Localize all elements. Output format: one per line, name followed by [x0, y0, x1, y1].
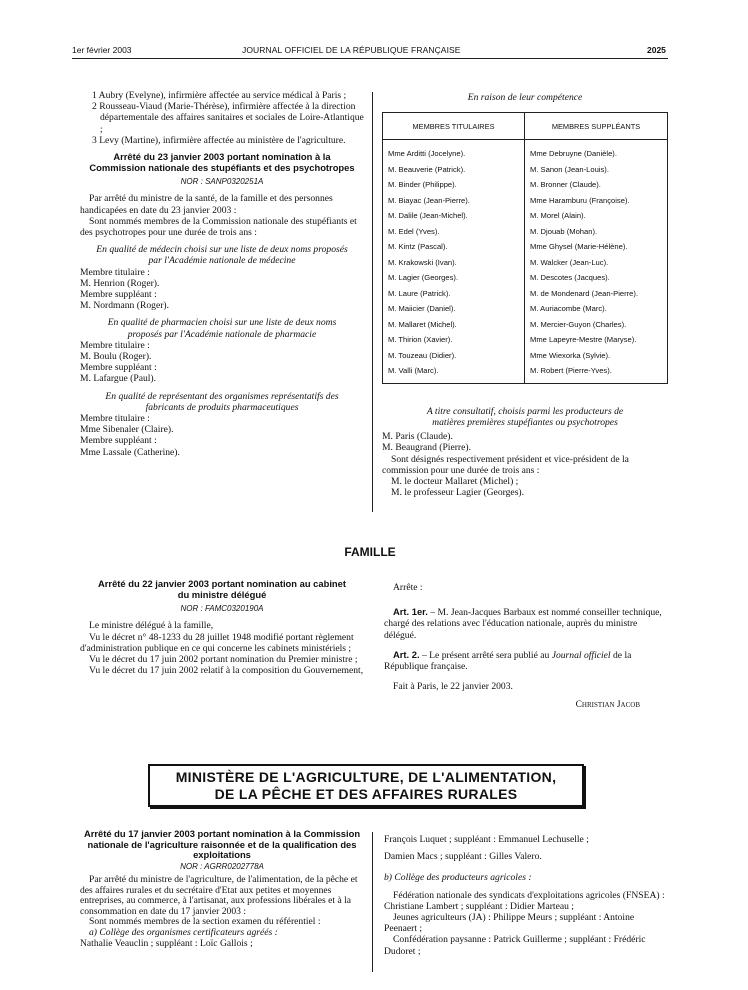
substitute-member-cell: Mme Wiexorka (Sylvie). — [525, 348, 668, 364]
substitute-member-cell: M. Auriacombe (Marc). — [525, 301, 668, 317]
decree-title: Arrêté du 23 janvier 2003 portant nomination à la Commission nationale des stupéfiants et des psychotropes — [89, 151, 355, 173]
titular-member-cell: M. Edel (Yves). — [383, 224, 525, 240]
member-line: M. Lafargue (Paul). — [80, 373, 157, 385]
ministere-right-column — [384, 834, 666, 957]
member-line: François Luquet ; suppléant : Emmanuel Lechuselle ; — [384, 834, 589, 845]
paragraph: Vu le décret du 17 juin 2002 relatif à la composition du Gouvernement, — [89, 665, 364, 677]
header-date: 1er février 2003 — [72, 45, 132, 55]
paragraph: Vu le décret du 17 juin 2002 portant nomination du Premier ministre ; — [89, 654, 358, 665]
list-item: 1 Aubry (Evelyne), infirmière affectée au service médical à Paris ; — [92, 90, 347, 101]
member-line: M. Beaugrand (Pierre). — [382, 442, 471, 454]
ministere-left-column — [80, 829, 364, 949]
subsection-heading: En qualité de représentant des organismes représentatifs des fabricants de produits pharmaceutiques — [105, 390, 339, 413]
table-row — [383, 224, 668, 240]
substitute-member-cell: M. de Mondenard (Jean-Pierre). — [525, 286, 668, 302]
list-item: Nathalie Veauclin ; suppléant : Loïc Gallois ; — [80, 937, 253, 949]
article-text: – M. Jean-Jacques Barbaux est nommé conseiller technique, chargé des relations avec l'éducation nationale, auprès du ministre délégué. — [384, 607, 662, 641]
member-line: Membre suppléant : — [80, 435, 157, 447]
titular-member-cell: M. Dalile (Jean-Michel). — [383, 208, 525, 224]
member-line: Membre titulaire : — [80, 339, 150, 351]
fait-line: Fait à Paris, le 22 janvier 2003. — [393, 681, 513, 693]
decree-title: Arrêté du 22 janvier 2003 portant nomination au cabinet du ministre délégué — [98, 578, 346, 600]
table-caption: En raison de leur compétence — [467, 92, 583, 103]
member-line: M. le docteur Mallaret (Michel) ; — [391, 475, 519, 487]
column-divider — [372, 832, 373, 972]
titular-member-cell: M. Valli (Marc). — [383, 363, 525, 383]
member-line: Membre suppléant : — [80, 289, 157, 301]
list-item: 3 Levy (Martine), infirmière affectée au ministère de l'agriculture. — [92, 134, 346, 146]
titular-member-cell: M. Beauverie (Patrick). — [383, 162, 525, 178]
paragraph: Sont désignés respectivement président et vice-président de la commission pour une durée de trois ans : — [382, 453, 629, 476]
decree-title: Arrêté du 17 janvier 2003 portant nomination à la Commission nationale de l'agriculture raisonnée et de la qualification des exploitations — [83, 828, 361, 861]
substitute-member-cell: M. Morel (Alain). — [525, 208, 668, 224]
list-item: 2 Rousseau-Viaud (Marie-Thérèse), infirmière affectée à la direction départementale des affaires sanitaires et sociales de Loire-Atlantique ; — [92, 101, 364, 135]
article-label: Art. 2. — [393, 648, 420, 660]
table-row — [383, 270, 668, 286]
table-row — [383, 317, 668, 333]
substitute-member-cell: M. Walcker (Jean-Luc). — [525, 255, 668, 271]
member-line: Mme Lassale (Catherine). — [80, 446, 180, 458]
table-row — [383, 332, 668, 348]
member-line: M. Boulu (Roger). — [80, 351, 152, 363]
members-table — [382, 112, 668, 384]
titular-member-cell: M. Binder (Philippe). — [383, 177, 525, 193]
member-line: Membre titulaire : — [80, 266, 150, 278]
header-rule — [72, 58, 668, 59]
article-1 — [384, 607, 666, 641]
member-line: Confédération paysanne : Patrick Guillerme ; suppléant : Frédéric Dudoret ; — [384, 934, 646, 957]
titular-member-cell: M. Laure (Patrick). — [383, 286, 525, 302]
substitute-member-cell: M. Djouab (Mohan). — [525, 224, 668, 240]
subsection-heading: En qualité de médecin choisi sur une liste de deux noms proposés par l'Académie nationale de médecine — [96, 244, 348, 267]
nor-reference: NOR : AGRR0202778A — [180, 861, 264, 871]
table-row — [383, 140, 668, 162]
member-line: M. Paris (Claude). — [382, 431, 453, 443]
paragraph: Par arrêté du ministre de la santé, de la famille et des personnes handicapées en date du 23 janvier 2003 : — [80, 193, 333, 216]
titular-member-cell: M. Kintz (Pascal). — [383, 239, 525, 255]
table-row — [383, 301, 668, 317]
paragraph: Sont nommés membres de la section examen du référentiel : — [89, 916, 321, 928]
substitute-member-cell: M. Robert (Pierre-Yves). — [525, 363, 668, 383]
column-header: MEMBRES TITULAIRES — [383, 113, 525, 140]
table-row — [383, 363, 668, 383]
member-line: Membre titulaire : — [80, 413, 150, 425]
arrete-label: Arrête : — [393, 582, 423, 593]
list-item: b) Collège des producteurs agricoles : — [384, 872, 532, 884]
article-text: – Le présent arrêté sera publié au — [419, 649, 552, 661]
titular-member-cell: M. Krakowski (Ivan). — [383, 255, 525, 271]
substitute-member-cell: Mme Ghysel (Marie-Hélène). — [525, 239, 668, 255]
member-line: Fédération nationale des syndicats d'exploitations agricoles (FNSEA) : Christiane Lambert ; suppléant : Didier Marteau ; — [384, 889, 665, 912]
member-line: Membre suppléant : — [80, 362, 157, 374]
member-line: Jeunes agriculteurs (JA) : Philippe Meurs ; suppléant : Antoine Peenaert ; — [384, 912, 635, 935]
substitute-member-cell: Mme Lapeyre-Mestre (Maryse). — [525, 332, 668, 348]
member-line: Damien Macs ; suppléant : Gilles Valero. — [384, 851, 542, 863]
subsection-heading: En qualité de pharmacien choisi sur une liste de deux noms proposés par l'Académie nationale de pharmacie — [107, 317, 337, 340]
nor-reference: NOR : FAMC0320190A — [180, 604, 264, 614]
table-row — [383, 239, 668, 255]
titular-member-cell: M. Thirion (Xavier). — [383, 332, 525, 348]
titular-member-cell: M. Biayac (Jean-Pierre). — [383, 193, 525, 209]
substitute-member-cell: M. Sanon (Jean-Louis). — [525, 162, 668, 178]
table-row — [383, 193, 668, 209]
substitute-member-cell: M. Bronner (Claude). — [525, 177, 668, 193]
famille-right-column — [384, 582, 666, 712]
substitute-member-cell: M. Descotes (Jacques). — [525, 270, 668, 286]
paragraph: Par arrêté du ministre de l'agriculture, de l'alimentation, de la pêche et des affaires rurales et du secrétaire d'Etat aux petites et moyennes entreprises, au commerce, à l'artisanat, aux professions libérales et à la consommation en date du 17 janvier 2003 : — [80, 873, 358, 917]
table-row — [383, 208, 668, 224]
ministry-banner-line: DE LA PÊCHE ET DES AFFAIRES RURALES — [214, 786, 518, 802]
titular-member-cell: M. Lagier (Georges). — [383, 270, 525, 286]
table-row — [383, 286, 668, 302]
page-number: 2025 — [647, 45, 666, 55]
article-label: Art. 1er. — [393, 606, 428, 618]
table-row — [383, 162, 668, 178]
header-title: JOURNAL OFFICIEL DE LA RÉPUBLIQUE FRANÇAISE — [242, 45, 461, 55]
titular-member-cell: M. Mallaret (Michel). — [383, 317, 525, 333]
paragraph: Sont nommés membres de la Commission nationale des stupéfiants et des psychotropes pour une durée de trois ans : — [80, 215, 357, 239]
famille-left-column — [80, 579, 364, 676]
top-right-column — [382, 92, 668, 498]
nor-reference: NOR : SANP0320251A — [180, 177, 264, 187]
table-row — [383, 177, 668, 193]
table-row — [383, 255, 668, 271]
top-left-column — [80, 90, 364, 458]
titular-member-cell: M. Touzeau (Didier). — [383, 348, 525, 364]
titular-member-cell: Mme Arditti (Jocelyne). — [383, 140, 525, 162]
signature: Christian Jacob — [575, 700, 640, 711]
article-2 — [384, 650, 666, 672]
table-row — [383, 348, 668, 364]
article-text: de la République française. — [384, 649, 632, 673]
ministry-banner — [148, 764, 584, 807]
member-line: M. Henrion (Roger). — [80, 277, 160, 289]
member-line: Mme Sibenaler (Claire). — [80, 424, 174, 436]
titular-member-cell: M. Maiicier (Daniel). — [383, 301, 525, 317]
paragraph: Le ministre délégué à la famille, — [89, 620, 214, 632]
journal-name: Journal officiel — [551, 649, 611, 661]
substitute-member-cell: M. Mercier-Guyon (Charles). — [525, 317, 668, 333]
substitute-member-cell: Mme Debruyne (Danièle). — [525, 140, 668, 162]
paragraph: Vu le décret n° 48-1233 du 28 juillet 1948 modifié portant règlement d'administration publique en ce qui concerne les cabinets ministériels ; — [80, 631, 354, 654]
column-divider — [372, 92, 373, 512]
section-title-famille: FAMILLE — [344, 545, 396, 559]
ministry-banner-line: MINISTÈRE DE L'AGRICULTURE, DE L'ALIMENTATION, — [175, 769, 557, 785]
list-item: a) Collège des organismes certificateurs agréés : — [89, 926, 278, 938]
substitute-member-cell: Mme Haramburu (Françoise). — [525, 193, 668, 209]
member-line: M. le professeur Lagier (Georges). — [391, 487, 525, 499]
member-line: M. Nordmann (Roger). — [80, 300, 169, 312]
subsection-heading: A titre consultatif, choisis parmi les producteurs de matières premières stupéfiantes ou psychotropes — [426, 405, 624, 428]
column-header: MEMBRES SUPPLÉANTS — [525, 113, 668, 140]
